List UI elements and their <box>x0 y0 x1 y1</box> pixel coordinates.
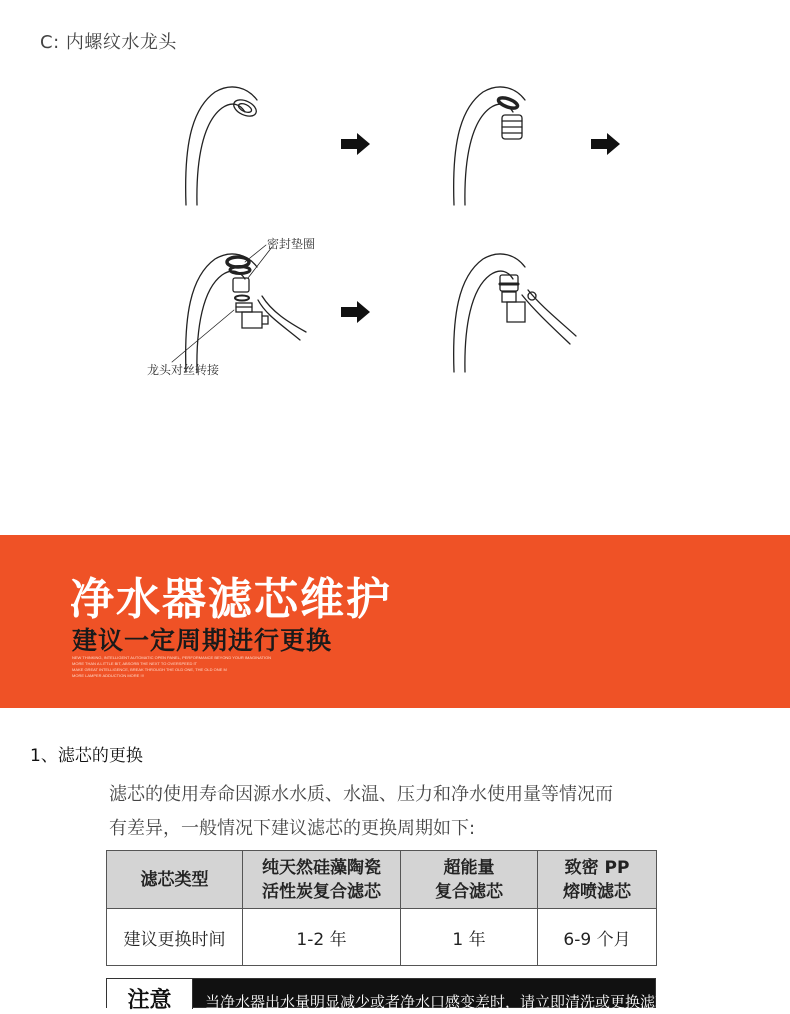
arrow-right-icon <box>341 301 370 323</box>
faucet-icon <box>186 87 259 205</box>
cell-text: 超能量 <box>443 857 495 878</box>
table-header-cell <box>401 851 538 909</box>
table-cell: 建议更换时间 <box>107 909 243 966</box>
table-cell: 1 年 <box>401 909 538 966</box>
table-row <box>107 909 657 966</box>
paragraph-line: 有差异，一般情况下建议滤芯的更换周期如下: <box>109 818 476 839</box>
table-header-row <box>107 851 657 909</box>
section-c-title: C: 内螺纹水龙头 <box>40 32 177 53</box>
table-cell: 6-9 个月 <box>538 909 657 966</box>
adapter-label: 龙头对丝转接 <box>147 363 220 377</box>
note-box <box>106 978 671 1013</box>
banner-subtitle: 建议一定周期进行更换 <box>72 626 333 655</box>
gasket-label: 密封垫圈 <box>267 237 316 251</box>
banner-title: 净水器滤芯维护 <box>70 574 392 625</box>
note-label: 注意 <box>107 979 193 1009</box>
cell-text: 纯天然硅藻陶瓷 <box>262 857 381 878</box>
fine-print-line: MAKE GREAT INTELLIGENCE, BREAK THROUGH THE OLD ONE, THE OLD ONE M <box>72 667 227 672</box>
section-paragraph <box>109 778 689 846</box>
gasket-icon <box>230 267 250 301</box>
banner-fine-print <box>72 655 332 679</box>
adapter-icon <box>236 303 268 328</box>
valve-icon <box>522 290 576 344</box>
note-text: 当净水器出水量明显减少或者净水口感变差时，请立即清洗或更换滤芯 <box>205 993 671 1011</box>
arrow-right-icon <box>591 133 620 155</box>
table-cell: 1-2 年 <box>243 909 401 966</box>
cell-text: 复合滤芯 <box>435 881 503 902</box>
faucet-icon <box>454 87 525 205</box>
cell-text: 致密 PP <box>564 857 630 878</box>
filter-replacement-section <box>0 708 790 1013</box>
fine-print-line: MORE LAMPER ADDUCTION MORE !!! <box>72 673 144 678</box>
aerator-icon <box>502 115 522 139</box>
table-header-cell <box>243 851 401 909</box>
fine-print-line: MORE THAN A LITTLE BIT, ABSORB THE NEXT TO OVERSPEED IT <box>72 661 197 666</box>
faucet-icon <box>454 254 525 372</box>
section-heading: 1、滤芯的更换 <box>30 746 143 766</box>
arrow-right-icon <box>341 133 370 155</box>
valve-icon <box>258 296 306 340</box>
paragraph-line: 滤芯的使用寿命因源水水质、水温、压力和净水使用量等情况而 <box>109 784 613 805</box>
fine-print-line: NEW THINKING, INTELLIGENT AUTOMATIC OPEN PANEL, PERFORMANCE BEYOND YOUR IMAGINATION <box>72 655 272 660</box>
maintenance-banner <box>0 535 790 708</box>
replacement-cycle-table <box>106 850 657 966</box>
cell-text: 活性炭复合滤芯 <box>262 881 381 902</box>
cell-text: 滤芯类型 <box>140 869 209 890</box>
table-header-cell <box>538 851 657 909</box>
table-header-cell <box>107 851 243 909</box>
cell-text: 熔喷滤芯 <box>563 881 631 902</box>
